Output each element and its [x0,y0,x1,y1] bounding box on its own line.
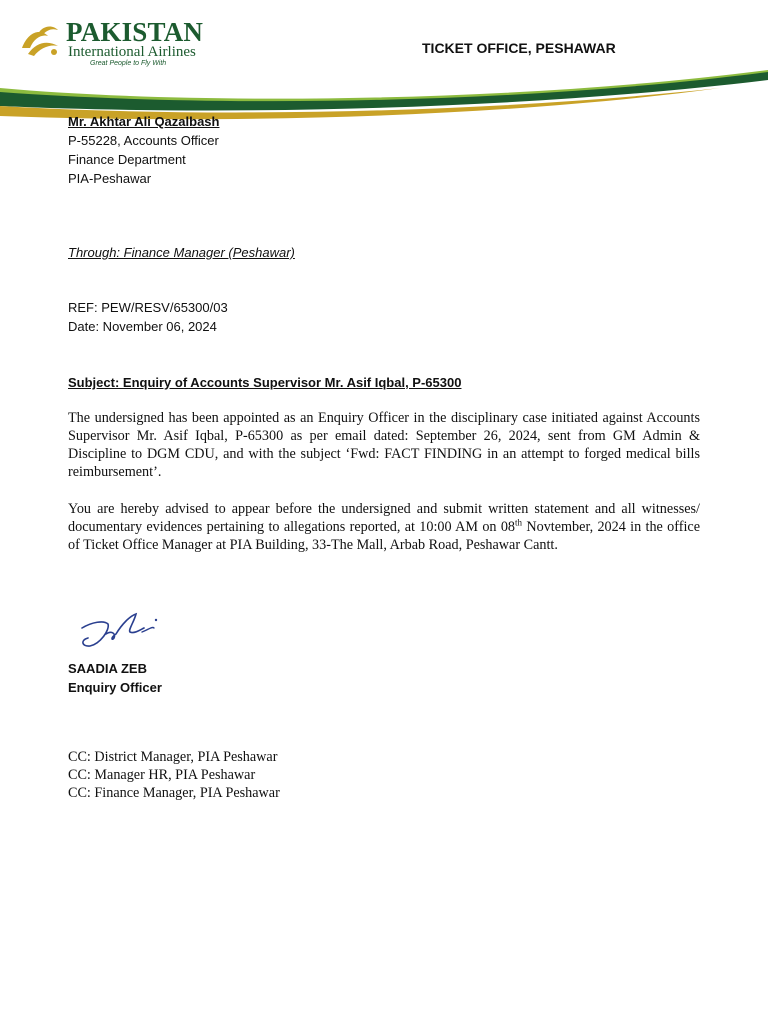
logo-tagline: Great People to Fly With [90,60,167,67]
addressee-department: Finance Department [68,152,186,167]
signer-title: Enquiry Officer [68,680,162,695]
addressee-location: PIA-Peshawar [68,171,152,186]
office-title: TICKET OFFICE, PESHAWAR [422,40,616,56]
letter-date: Date: November 06, 2024 [68,319,217,334]
addressee-block [68,112,219,188]
through-line: Through: Finance Manager (Peshawar) [68,245,295,260]
body-paragraph-2 [68,500,700,554]
signer-name: SAADIA ZEB [68,661,147,676]
handwritten-signature [70,604,170,656]
pia-emblem-icon [18,22,66,62]
logo-subtitle: International Airlines [68,44,196,60]
cc-item: CC: District Manager, PIA Peshawar [68,749,278,765]
addressee-name: Mr. Akhtar Ali Qazalbash [68,114,220,129]
cc-list [68,748,280,802]
reference-block [68,298,228,336]
subject-line: Subject: Enquiry of Accounts Supervisor Mr. Asif Iqbal, P-65300 [68,375,462,390]
paragraph-2-text-a: You are hereby advised to appear before the undersigned and submit written statement and all witnesses/ documentary evidences pertaining to allegations reported, at 10:00 AM on 08 [68,501,700,535]
body-paragraph-1: The undersigned has been appointed as an Enquiry Officer in the disciplinary case initiated against Accounts Supervisor Mr. Asif Iqbal, P-65300 as per email dated: September 26, 2024, sent from GM Admin & Discipline to DGM CDU, and with the subject ‘Fwd: FACT FINDING in an attempt to forged medical bills reimbursement’. [68,410,700,480]
reference-number: REF: PEW/RESV/65300/03 [68,300,228,315]
ordinal-superscript: th [515,517,523,528]
signer-block [68,659,162,697]
cc-item: CC: Finance Manager, PIA Peshawar [68,785,280,801]
logo-name: PAKISTAN [66,17,204,47]
addressee-designation: P-55228, Accounts Officer [68,133,219,148]
cc-item: CC: Manager HR, PIA Peshawar [68,767,256,783]
paragraph-2-text-b: Novtember, 2024 in the office of Ticket Office Manager at PIA Building, 33-The Mall, Arbab Road, Peshawar Cantt. [68,519,700,553]
